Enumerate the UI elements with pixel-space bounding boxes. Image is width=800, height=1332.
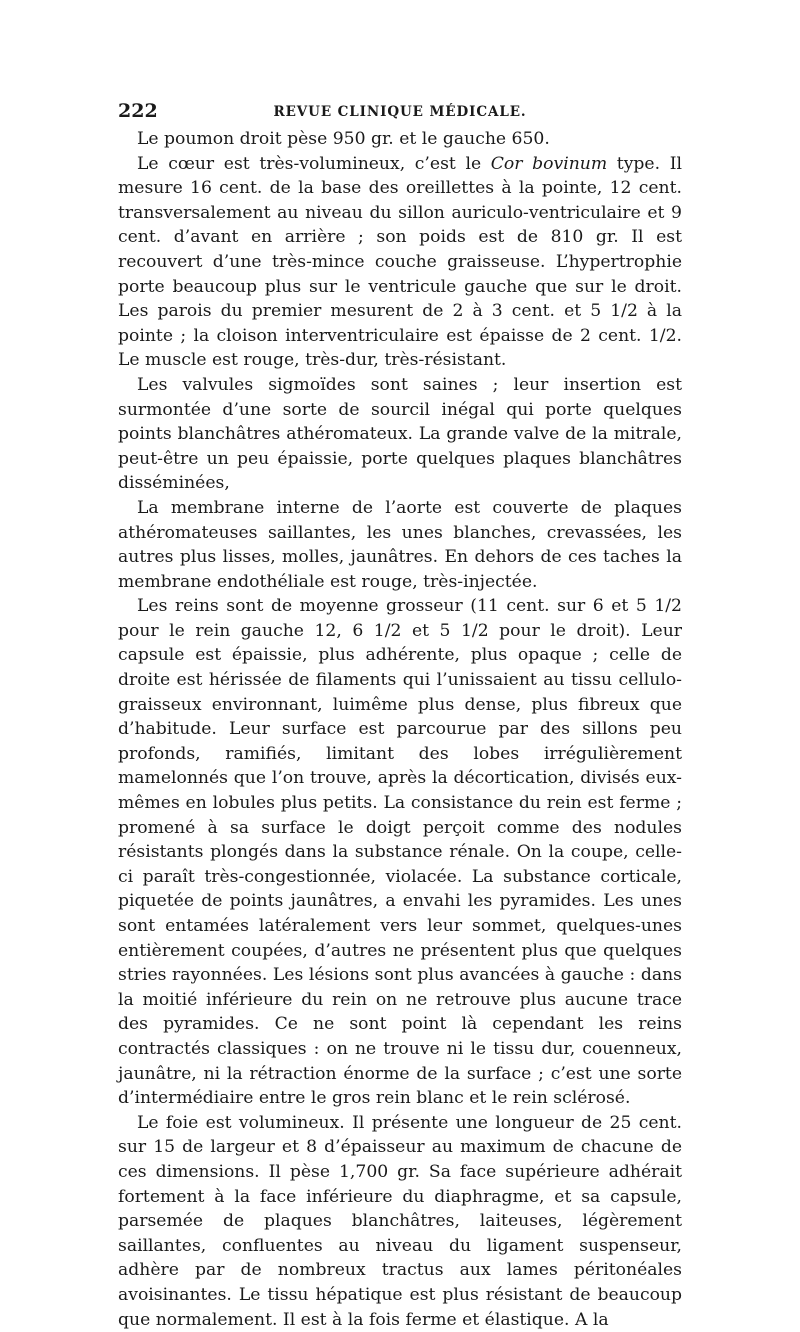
body-text: [118, 127, 682, 1332]
running-title: REVUE CLINIQUE MÉDICALE.: [273, 104, 527, 120]
paragraph-reins: Les reins sont de moyenne grosseur (11 cent. sur 6 et 5 1/2 pour le rein gauche 12, 6 1/2 et 5 1/2 pour le droit). Leur capsule est épaissie, plus adhérente, plus opaque ; celle de droite est hérissée de filaments qui l’unissaient au tissu cellulo-graisseux environnant, luimême plus dense, plus fibreux que d’habitude. Leur surface est parcourue par des sillons peu profonds, ramifiés, limitant des lobes irrégulièrement mamelonnés que l’on trouve, après la décortication, divisés eux-mêmes en lobules plus petits. La consistance du rein est ferme ; promené à sa surface le doigt perçoit comme des nodules résistants plongés dans la substance rénale. On la coupe, celle-ci paraît très-congestionnée, violacée. La substance corticale, piquetée de points jaunâtres, a envahi les pyramides. Les unes sont entamées latéralement vers leur sommet, quelques-unes entièrement coupées, d’autres ne présentent plus que quelques stries rayonnées. Les lésions sont plus avancées à gauche : dans la moitié inférieure du rein on ne retrouve plus aucune trace des pyramides. Ce ne sont point là cependant les reins contractés classiques : on ne trouve ni le tissu dur, couenneux, jaunâtre, ni la rétraction énorme de la surface ; c’est une sorte d’intermédiaire entre le gros rein blanc et le rein sclérosé.: [118, 596, 682, 1109]
paragraph-aorte: La membrane interne de l’aorte est couverte de plaques athéromateuses saillantes, les unes blanches, crevassées, les autres plus lisses, molles, jaunâtres. En dehors de ces taches la membrane endothéliale est rouge, très-injectée.: [118, 497, 682, 592]
paragraph-coeur-rest: type. Il mesure 16 cent. de la base des oreillettes à la pointe, 12 cent. transversalement au niveau du sillon auriculo-ventriculaire et 9 cent. d’avant en arrière ; son poids est de 810 gr. Il est recouvert d’une très-mince couche graisseuse. L’hypertrophie porte beaucoup plus sur le ventricule gauche que sur le droit. Les parois du premier mesurent de 2 à 3 cent. et 5 1/2 à la pointe ; la cloison interventriculaire est épaisse de 2 cent. 1/2. Le muscle est rouge, très-dur, très-résistant.: [118, 153, 683, 371]
paragraph-coeur: [118, 152, 682, 373]
page-header: [118, 100, 682, 124]
paragraph-coeur-emphasis: Cor bovinum: [490, 153, 608, 174]
paragraph-poumons: Le poumon droit pèse 950 gr. et le gauche 650.: [137, 129, 550, 149]
paragraph-valvules: Les valvules sigmoïdes sont saines ; leur insertion est surmontée d’une sorte de sourcil inégal qui porte quelques points blanchâtres athéromateux. La grande valve de la mitrale, peut-être un peu épaissie, porte quelques plaques blanchâtres disséminées,: [118, 374, 682, 494]
paragraph-coeur-start: Le cœur est très-volumineux, c’est le: [137, 153, 491, 174]
page-number: 222: [118, 100, 158, 122]
paragraph-foie: Le foie est volumineux. Il présente une longueur de 25 cent. sur 15 de largeur et 8 d’épaisseur au maximum de chacune de ces dimensions. Il pèse 1,700 gr. Sa face supérieure adhérait fortement à la face inférieure du diaphragme, et sa capsule, parsemée de plaques blanchâtres, laiteuses, légèrement saillantes, confluentes au niveau du ligament suspenseur, adhère par de nombreux tractus aux lames péritonéales avoisinantes. Le tissu hépatique est plus résistant de beaucoup que normalement. Il est à la fois ferme et élastique. A la: [118, 1112, 682, 1330]
